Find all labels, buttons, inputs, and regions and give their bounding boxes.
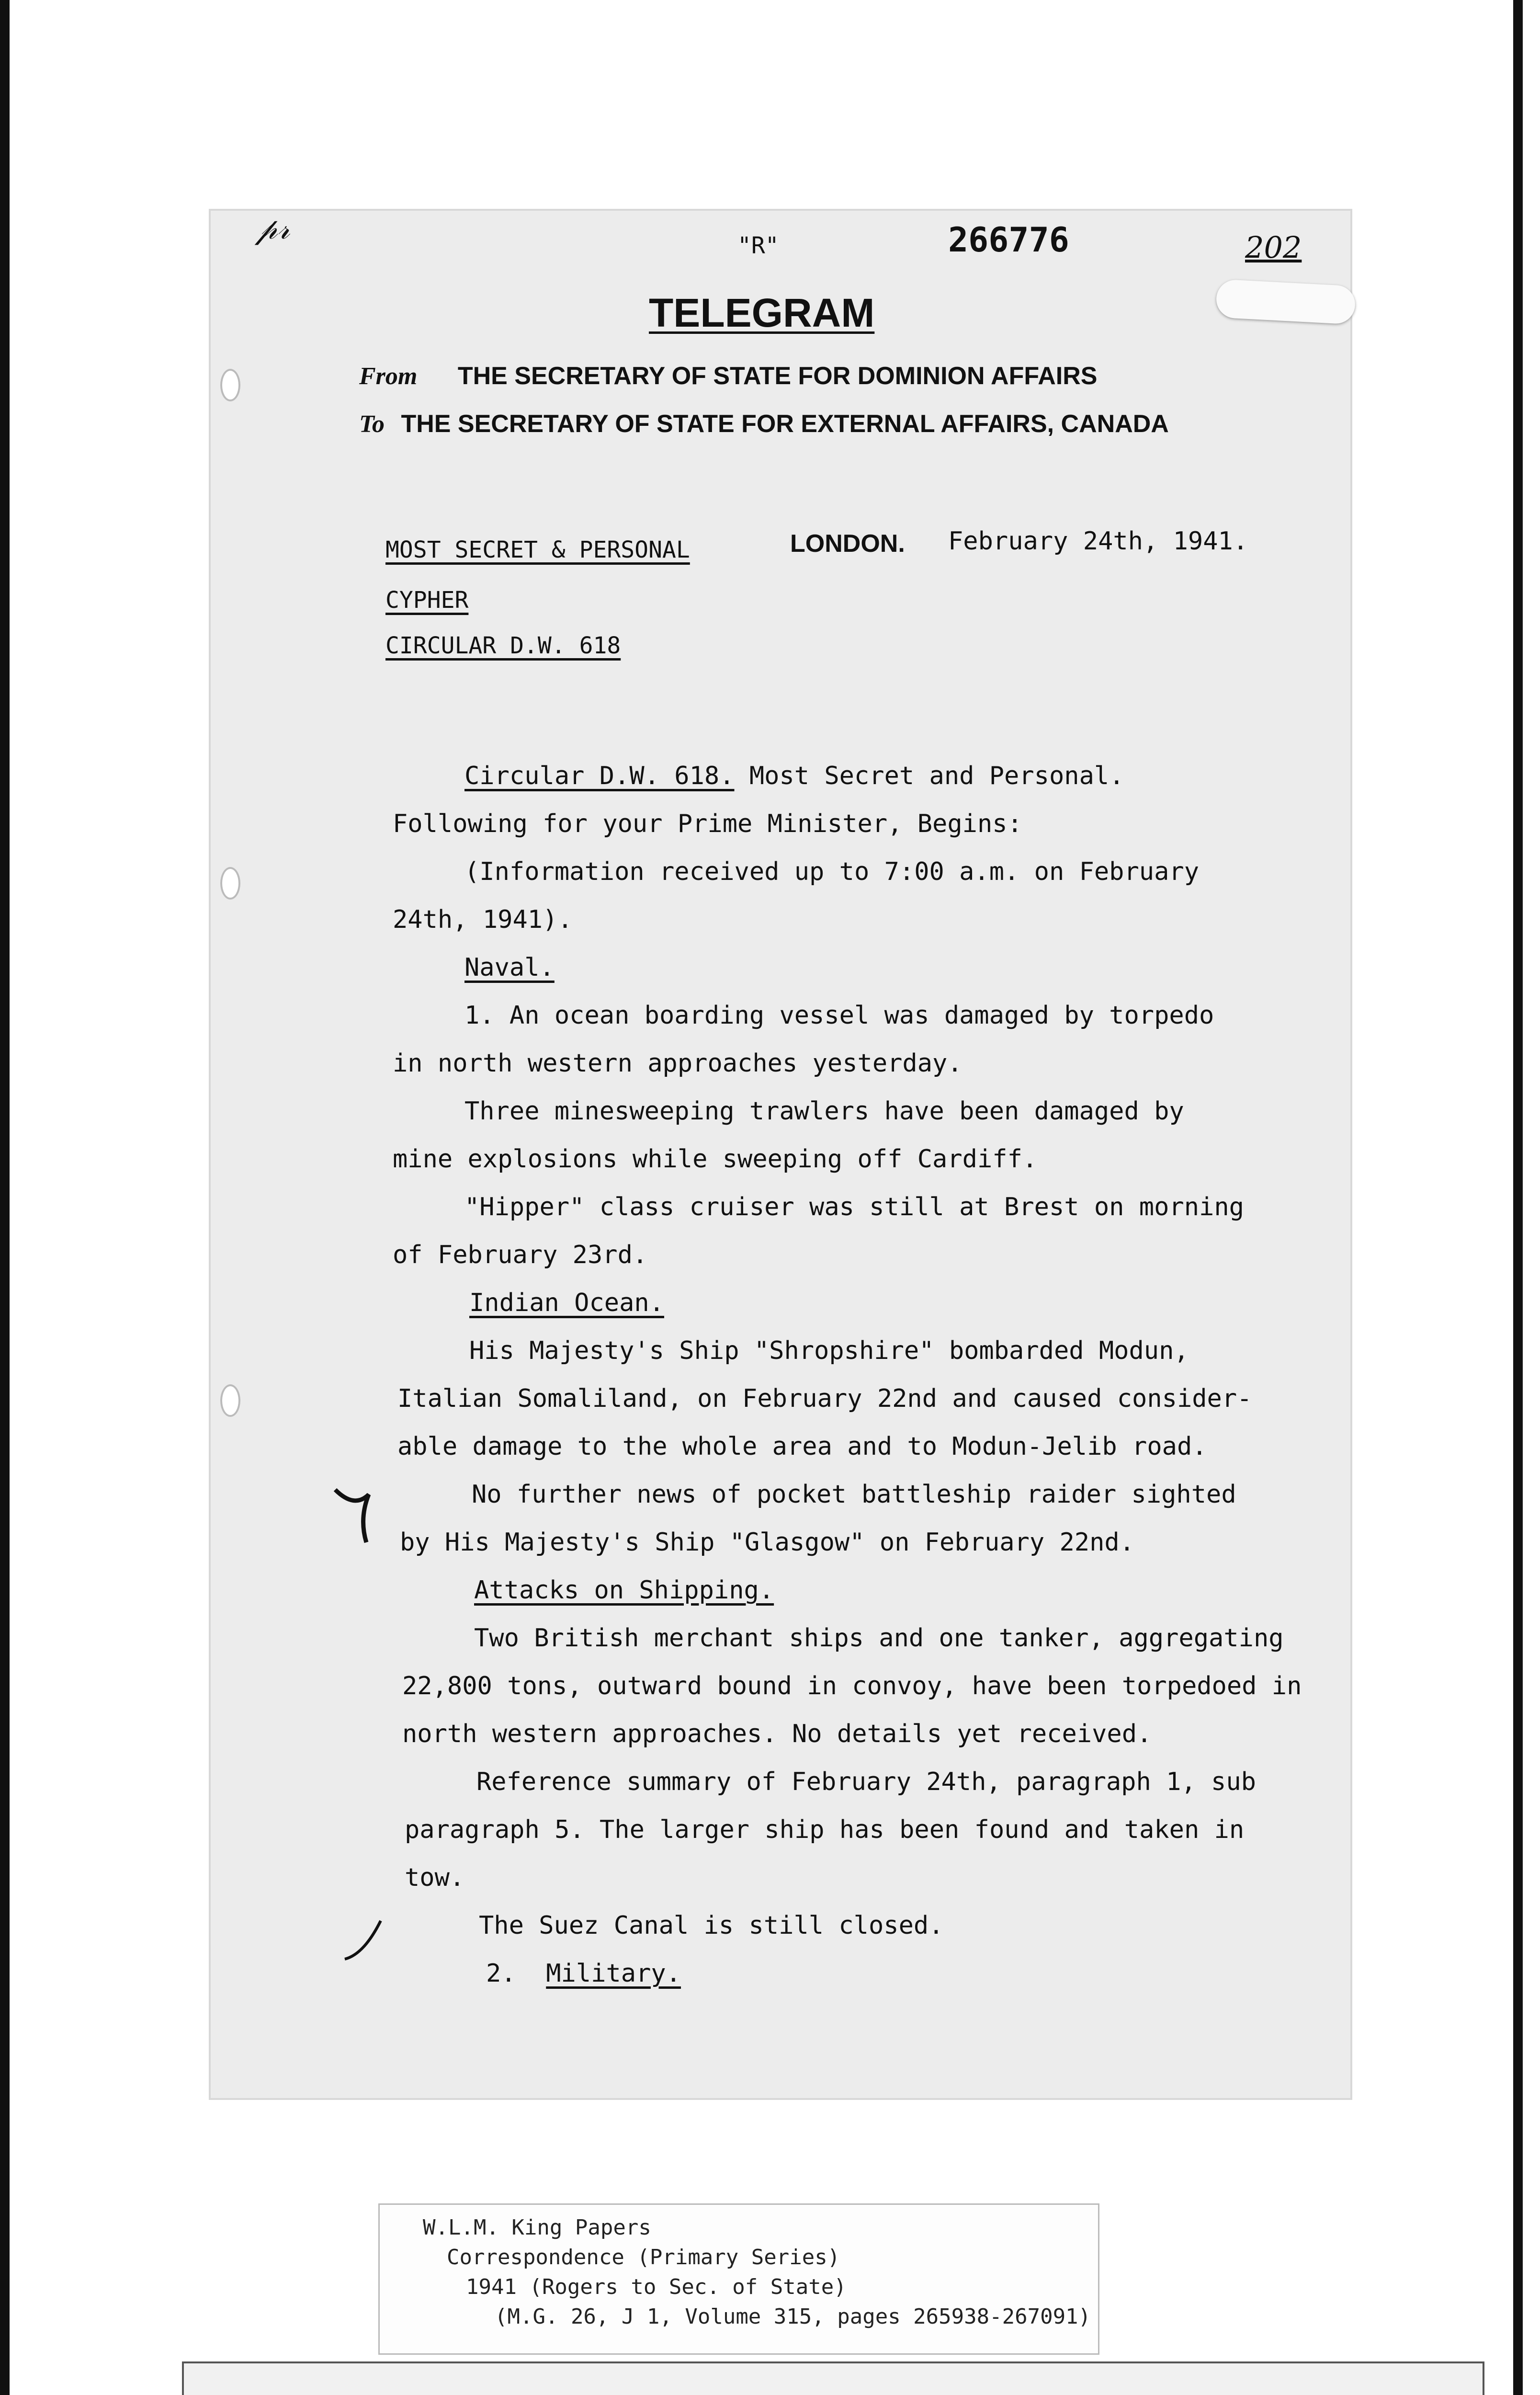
body-line: mine explosions while sweeping off Cardiff.: [393, 1145, 1038, 1174]
body-line: in north western approaches yesterday.: [393, 1049, 962, 1078]
to-text: THE SECRETARY OF STATE FOR EXTERNAL AFFAIRS, CANADA: [401, 410, 1169, 438]
to-line: [359, 410, 1169, 438]
body-line: 24th, 1941).: [393, 905, 573, 934]
telegram-sheet: [211, 211, 1350, 2098]
archive-reference-label: [378, 2203, 1099, 2355]
label-line: 1941 (Rogers to Sec. of State): [466, 2275, 847, 2299]
handwritten-check-mark: [330, 1475, 388, 1547]
body-line: by His Majesty's Ship "Glasgow" on February 22nd.: [400, 1528, 1135, 1557]
label-line: Correspondence (Primary Series): [447, 2245, 840, 2270]
handwritten-tick-mark: [340, 1916, 388, 1969]
from-text: THE SECRETARY OF STATE FOR DOMINION AFFAIRS: [457, 362, 1098, 390]
body-line: of February 23rd.: [393, 1241, 648, 1269]
from-prefix: From: [359, 363, 418, 390]
body-line: "Hipper" class cruiser was still at Brest on morning: [464, 1193, 1244, 1221]
punch-hole: [220, 867, 240, 900]
body-line: No further news of pocket battleship raider sighted: [472, 1480, 1236, 1509]
to-prefix: To: [359, 411, 385, 438]
body-line: Italian Somaliland, on February 22nd and caused consider-: [397, 1384, 1252, 1413]
body-line: Following for your Prime Minister, Begins:: [393, 810, 1022, 838]
date: February 24th, 1941.: [948, 527, 1248, 556]
label-line: W.L.M. King Papers: [423, 2215, 651, 2240]
section-heading: Naval.: [464, 953, 555, 982]
body-line: north western approaches. No details yet received.: [402, 1720, 1152, 1748]
body-line: able damage to the whole area and to Modun-Jelib road.: [397, 1432, 1207, 1461]
label-line: (M.G. 26, J 1, Volume 315, pages 265938-267091): [495, 2304, 1091, 2329]
telegram-number: 266776: [948, 220, 1069, 260]
circular-label: CIRCULAR D.W. 618: [385, 632, 621, 659]
place: LONDON.: [790, 530, 905, 558]
from-line: [359, 362, 1097, 390]
handwritten-initial: 𝓅𝓇: [256, 211, 290, 246]
cypher-label: CYPHER: [385, 587, 469, 614]
body-line: Reference summary of February 24th, paragraph 1, sub: [476, 1768, 1256, 1796]
punch-hole: [220, 1384, 240, 1417]
telegram-title: TELEGRAM: [649, 290, 875, 335]
body-line: (Information received up to 7:00 a.m. on February: [464, 857, 1200, 886]
folio-number: 202: [1245, 230, 1302, 265]
section-heading: Attacks on Shipping.: [474, 1576, 774, 1605]
body-line: His Majesty's Ship "Shropshire" bombarded Modun,: [469, 1336, 1189, 1365]
mark-r: "R": [737, 232, 779, 259]
classification: MOST SECRET & PERSONAL: [385, 536, 690, 563]
body-line: Three minesweeping trawlers have been damaged by: [464, 1097, 1184, 1126]
body-line: paragraph 5. The larger ship has been found and taken in: [405, 1815, 1245, 1844]
public-archives-banner: [182, 2361, 1484, 2395]
body-line: Two British merchant ships and one tanker, aggregating: [474, 1624, 1284, 1653]
body-line: Circular D.W. 618. Most Secret and Personal.: [464, 762, 1124, 790]
body-line: 2. Military.: [486, 1959, 681, 1988]
body-line: tow.: [405, 1863, 465, 1892]
body-line: 22,800 tons, outward bound in convoy, have been torpedoed in: [402, 1672, 1302, 1700]
body-line: 1. An ocean boarding vessel was damaged by torpedo: [464, 1001, 1214, 1030]
punch-hole: [220, 369, 240, 401]
section-heading: Indian Ocean.: [469, 1289, 664, 1317]
tape-strip: [1215, 279, 1356, 324]
body-line: The Suez Canal is still closed.: [479, 1911, 944, 1940]
